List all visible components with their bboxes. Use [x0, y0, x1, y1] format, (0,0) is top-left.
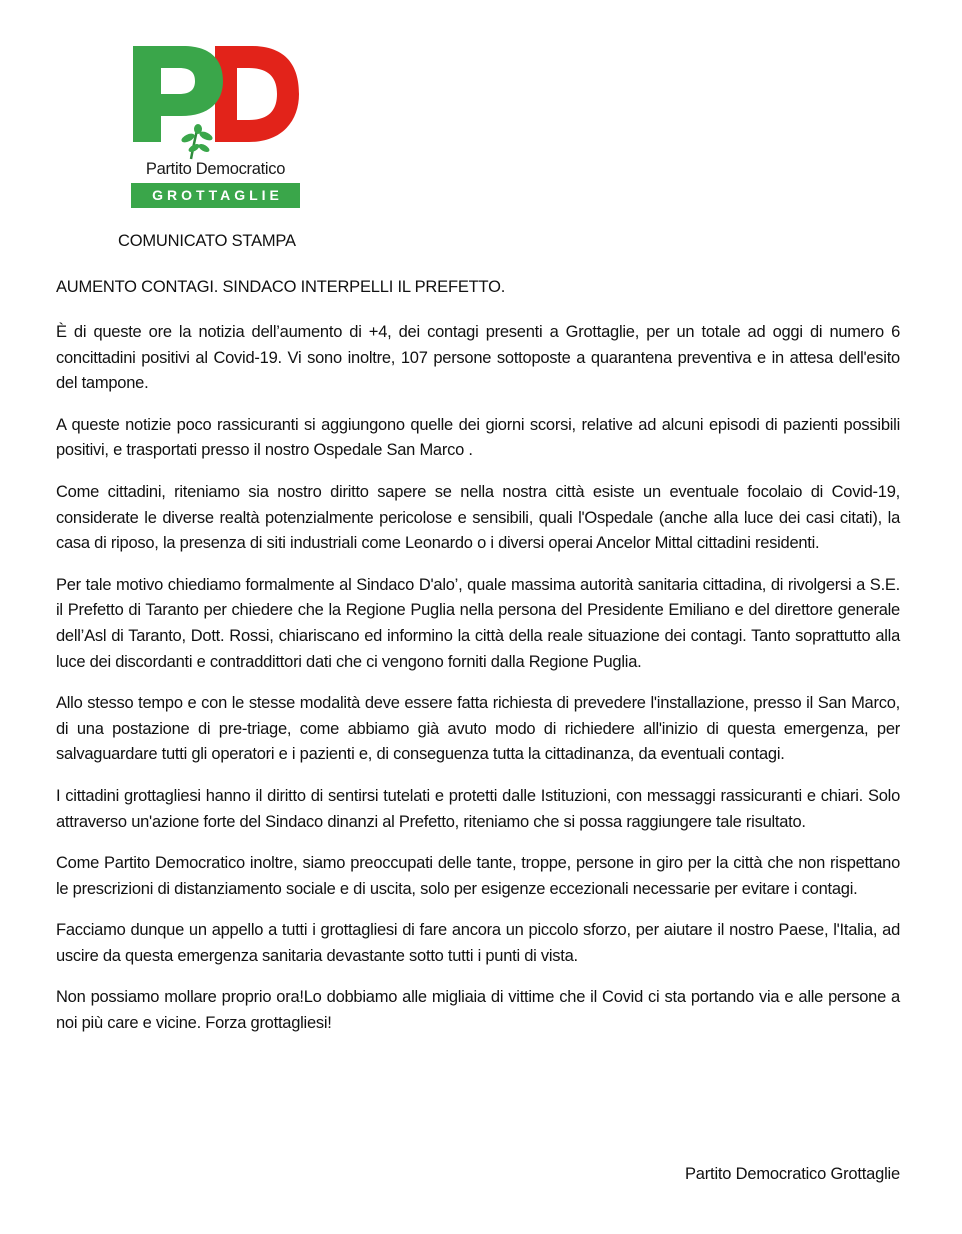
paragraph: Per tale motivo chiediamo formalmente al Sindaco D'alo’, quale massima autorità sanitaria cittadina, di rivolgersi a S.E. il Prefetto di Taranto per chiedere che la Regione Puglia nella persona del Presidente Emiliano e del direttore generale dell’Asl di Taranto, Dott. Rossi, chiariscano ed informino la città della reale situazione dei contagi. Tanto soprattutto alla luce dei discordanti e contraddittori dati che ci vengono forniti dalla Regione Puglia.	[56, 575, 900, 671]
paragraph: Allo stesso tempo e con le stesse modalità deve essere fatta richiesta di prevedere l'installazione, presso il San Marco, di una postazione di pre-triage, come abbiamo già avuto modo di richiedere all'inizio di questa emergenza, per salvaguardare tutti gli operatori e i pazienti e, di conseguenza tutta la cittadinanza, da eventuali contagi.	[56, 694, 900, 764]
logo-city-name: GROTTAGLIE	[152, 187, 283, 203]
signature: Partito Democratico Grottaglie	[684, 1165, 900, 1183]
paragraph: È di queste ore la notizia dell’aumento di +4, dei contagi presenti a Grottaglie, per un totale ad oggi di numero 6 concittadini positivi al Covid-19. Vi sono inoltre, 107 persone sottoposte a quarantena preventiva e in attesa dell'esito del tampone.	[56, 323, 900, 393]
press-release-body	[56, 320, 900, 1053]
paragraph: I cittadini grottagliesi hanno il diritto di sentirsi tutelati e protetti dalle Istituzioni, con messaggi rassicuranti e chiari. Solo attraverso un'azione forte del Sindaco dinanzi al Prefetto, riteniamo che si possa raggiungere tale risultato.	[56, 786, 900, 831]
document-heading: COMUNICATO STAMPA	[118, 232, 296, 250]
logo-party-name: Partito Democratico	[145, 160, 286, 178]
press-release-subject: AUMENTO CONTAGI. SINDACO INTERPELLI IL PREFETTO.	[56, 278, 506, 296]
paragraph: Come cittadini, riteniamo sia nostro diritto sapere se nella nostra città esiste un eventuale focolaio di Covid-19, considerate le diverse realtà potenzialmente pericolose e sensibili, quali l'Ospedale (anche alla luce dei casi citati), la casa di riposo, la presenza di siti industriali come Leonardo o i diversi operai Ancelor Mittal cittadini residenti.	[56, 482, 900, 553]
pd-monogram-icon	[131, 44, 300, 160]
paragraph: A queste notizie poco rassicuranti si aggiungono quelle dei giorni scorsi, relative ad alcuni episodi di pazienti possibili positivi, e trasportati presso il nostro Ospedale San Marco .	[56, 415, 900, 460]
party-logo	[131, 44, 300, 208]
paragraph: Non possiamo mollare proprio ora!Lo dobbiamo alle migliaia di vittime che il Covid ci sta portando via e alle persone a noi più care e vicine. Forza grottagliesi!	[56, 988, 900, 1033]
paragraph: Come Partito Democratico inoltre, siamo preoccupati delle tante, troppe, persone in giro per la città che non rispettano le prescrizioni di distanziamento sociale e di uscita, solo per esigenze eccezionali necessarie per evitare i contagi.	[56, 854, 900, 898]
paragraph: Facciamo dunque un appello a tutti i grottagliesi di fare ancora un piccolo sforzo, per aiutare il nostro Paese, l'Italia, ad uscire da questa emergenza sanitaria devastante sotto tutti i punti di vista.	[56, 921, 900, 965]
logo-city-band	[131, 183, 300, 208]
